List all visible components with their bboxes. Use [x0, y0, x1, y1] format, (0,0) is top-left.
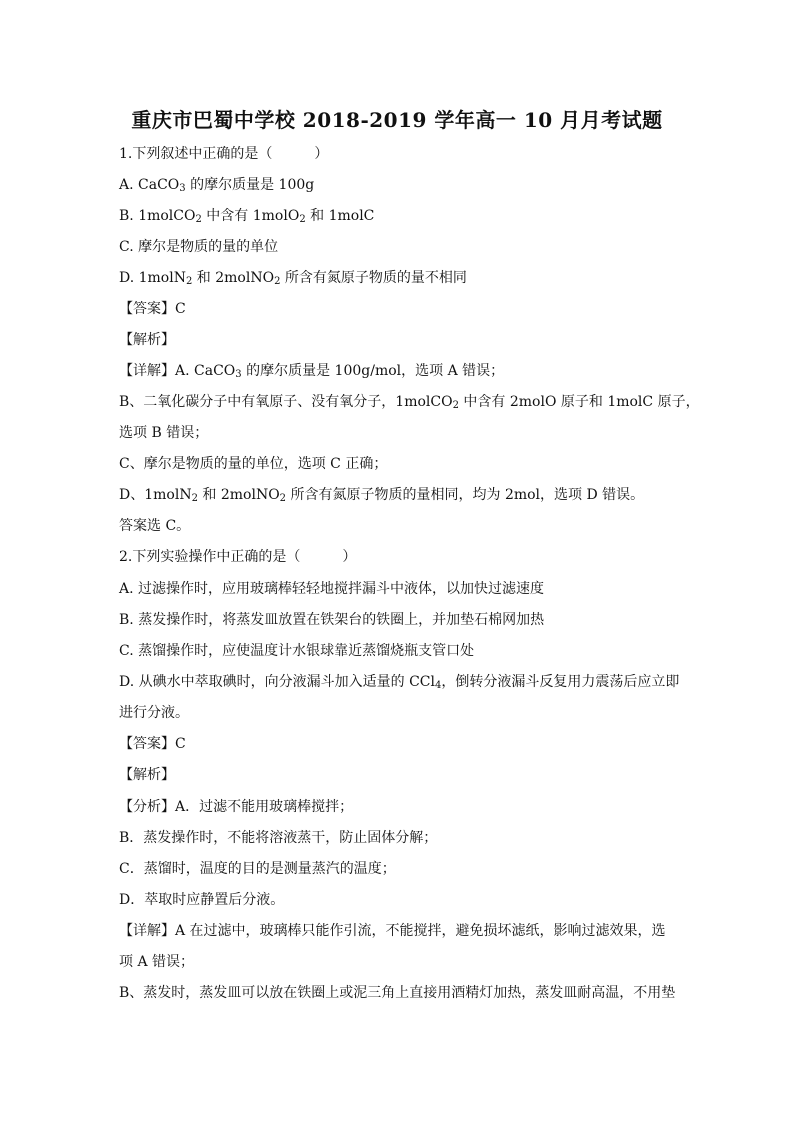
q2-option-a: A. 过滤操作时，应用玻璃棒轻轻地搅拌漏斗中液体，以加快过滤速度: [119, 581, 545, 597]
q2-option-d-cont: 进行分液。: [119, 705, 189, 721]
q1-stem: 1.下列叙述中正确的是（ ）: [119, 146, 329, 162]
q1-detail-b: B、二氧化碳分子中有氧原子、没有氧分子，1molCO$_2$ 中含有 2molO 原子和 1molC 原子，: [119, 394, 700, 411]
q2-option-b: B. 蒸发操作时，将蒸发皿放置在铁架台的铁圈上，并加垫石棉网加热: [119, 612, 545, 628]
q1-option-b: B. 1molCO$_2$ 中含有 1molO$_2$ 和 1molC: [119, 208, 375, 225]
q2-analysis-heading: 【解析】: [119, 767, 175, 783]
q2-analysis-b: B．蒸发操作时，不能将溶液蒸干，防止固体分解；: [119, 830, 438, 846]
q1-option-a: A. CaCO$_3$ 的摩尔质量是 100g: [119, 177, 315, 194]
q2-option-c: C. 蒸馏操作时，应使温度计水银球靠近蒸馏烧瓶支管口处: [119, 643, 475, 659]
q1-analysis-heading: 【解析】: [119, 332, 175, 348]
q2-option-d: D. 从碘水中萃取碘时，向分液漏斗加入适量的 CCl$_4$，倒转分液漏斗反复用力震荡后应立即: [119, 674, 680, 691]
q2-detail-b: B、蒸发时，蒸发皿可以放在铁圈上或泥三角上直接用酒精灯加热，蒸发皿耐高温，不用垫: [119, 985, 676, 1001]
q1-detail-d: D、1molN$_2$ 和 2molNO$_2$ 所含有氮原子物质的量相同，均为 2mol，选项 D 错误。: [119, 487, 645, 504]
q2-analysis-d: D．萃取时应静置后分液。: [119, 892, 285, 908]
q2-analysis-c: C．蒸馏时，温度的目的是测量蒸汽的温度；: [119, 861, 396, 877]
q1-detail-a: 【详解】A. CaCO$_3$ 的摩尔质量是 100g/mol，选项 A 错误；: [119, 363, 505, 380]
q2-answer: 【答案】C: [119, 736, 186, 752]
q1-conclusion: 答案选 C。: [119, 518, 191, 534]
q2-stem: 2.下列实验操作中正确的是（ ）: [119, 549, 357, 565]
q1-detail-c: C、摩尔是物质的量的单位，选项 C 正确；: [119, 456, 388, 472]
q1-answer: 【答案】C: [119, 301, 186, 317]
q1-detail-b-cont: 选项 B 错误；: [119, 425, 209, 441]
q2-detail-a-cont: 项 A 错误；: [119, 954, 195, 970]
q1-option-c: C. 摩尔是物质的量的单位: [119, 239, 279, 255]
q1-option-d: D. 1molN$_2$ 和 2molNO$_2$ 所含有氮原子物质的量不相同: [119, 270, 467, 287]
document-title: 重庆市巴蜀中学校 2018-2019 学年高一 10 月月考试题: [131, 108, 663, 132]
q2-analysis-a: 【分析】A．过滤不能用玻璃棒搅拌；: [119, 799, 354, 815]
q2-detail-a: 【详解】A 在过滤中，玻璃棒只能作引流，不能搅拌，避免损坏滤纸，影响过滤效果，选: [119, 923, 666, 939]
